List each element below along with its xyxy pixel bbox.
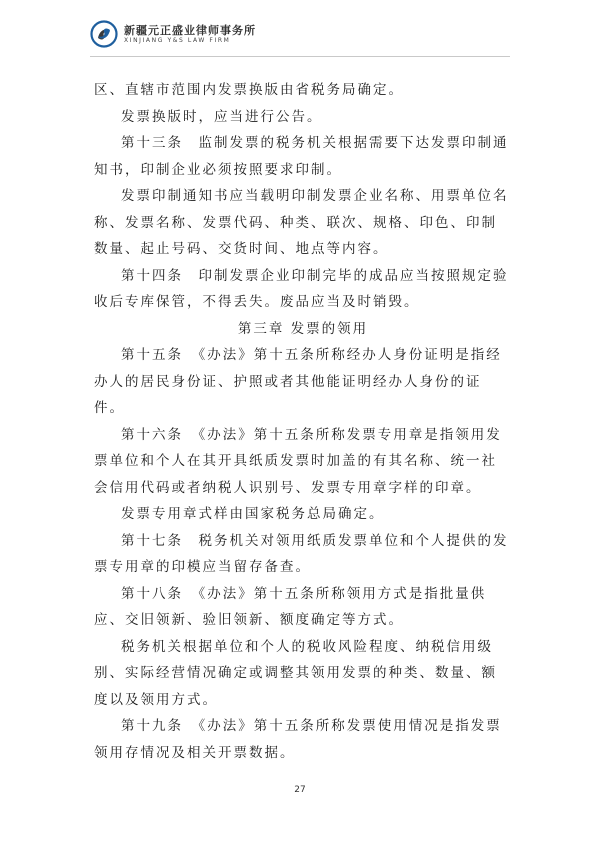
paragraph: 第十三条 监制发票的税务机关根据需要下达发票印制通知书，印制企业必须按照要求印制。 (94, 135, 509, 178)
page-number: 27 (294, 785, 306, 795)
paragraph: 发票换版时，应当进行公告。 (121, 108, 323, 125)
document-body (94, 77, 512, 766)
firm-name-cn: 新疆元正盛业律师事务所 (124, 23, 256, 37)
law-firm-logo-icon (90, 20, 118, 48)
letterhead (90, 20, 256, 48)
paragraph: 第十八条 《办法》第十五条所称领用方式是指批量供应、交旧领新、验旧领新、额度确定等方式。 (94, 585, 487, 628)
paragraph: 区、直辖市范围内发票换版由省税务局确定。 (94, 82, 404, 98)
header-divider (90, 56, 510, 57)
paragraph: 发票印制通知书应当载明印制发票企业名称、用票单位名称、发票名称、发票代码、种类、联次、规格、印色、印制数量、起止号码、交货时间、地点等内容。 (94, 188, 509, 257)
firm-name (124, 24, 256, 45)
paragraph: 第十四条 印制发票企业印制完毕的成品应当按照规定验收后专库保管，不得丢失。废品应当及时销毁。 (94, 267, 509, 310)
paragraph: 第十六条 《办法》第十五条所称发票专用章是指领用发票单位和个人在其开具纸质发票时加盖的有其名称、统一社会信用代码或者纳税人识别号、发票专用章字样的印章。 (94, 426, 502, 496)
paragraph: 第十五条 《办法》第十五条所称经办人身份证明是指经办人的居民身份证、护照或者其他能证明经办人身份的证件。 (94, 347, 502, 416)
paragraph: 第十七条 税务机关对领用纸质发票单位和个人提供的发票专用章的印模应当留存备查。 (94, 532, 509, 575)
firm-name-en: XINJIANG Y&S LAW FIRM (124, 36, 231, 44)
paragraph: 第十九条 《办法》第十五条所称发票使用情况是指发票领用存情况及相关开票数据。 (94, 718, 502, 761)
paragraph: 发票专用章式样由国家税务总局确定。 (121, 506, 385, 522)
chapter-heading: 第三章 发票的领用 (237, 320, 369, 337)
paragraph: 税务机关根据单位和个人的税收风险程度、纳税信用级别、实际经营情况确定或调整其领用发票的种类、数量、额度以及领用方式。 (94, 638, 497, 708)
